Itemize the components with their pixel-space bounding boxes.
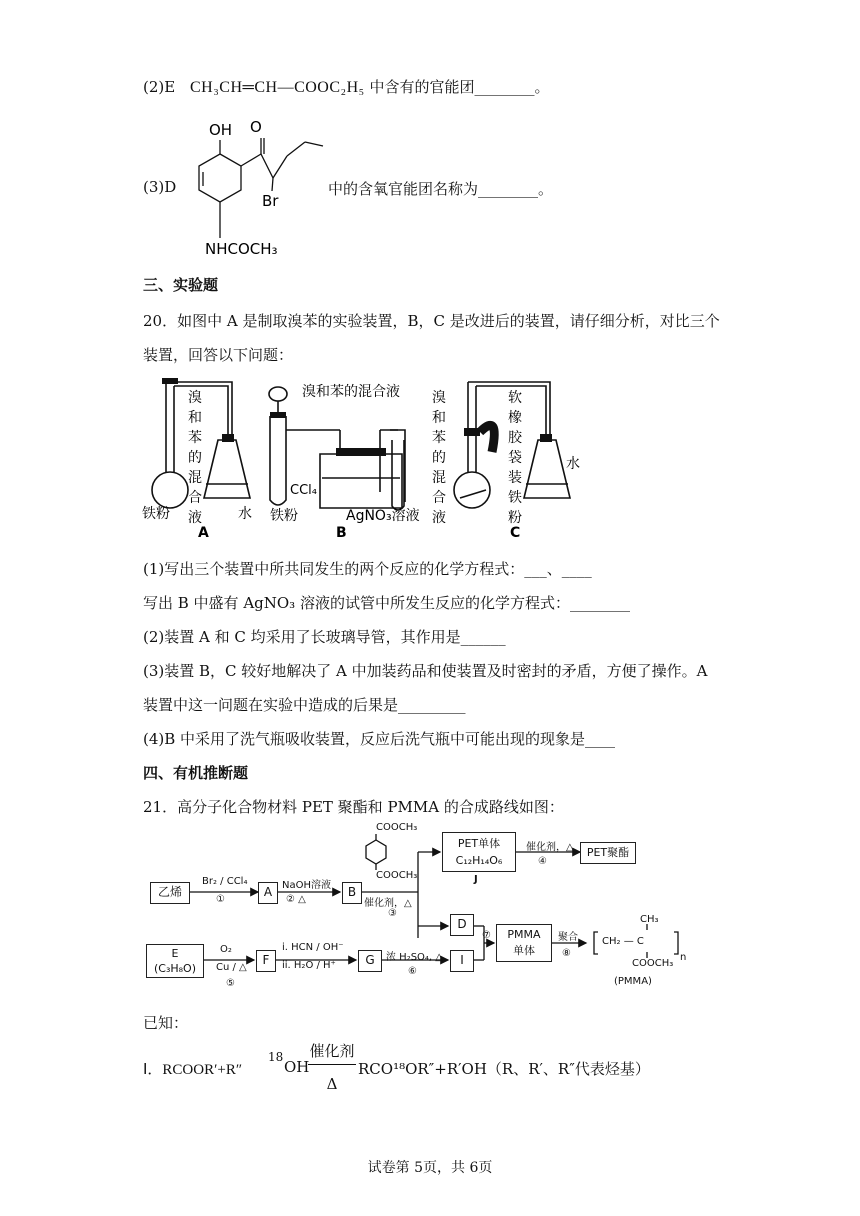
box-E [146, 944, 204, 978]
q20-p2: (2)装置 A 和 C 均采用了长玻璃导管，其作用是______ [143, 628, 506, 646]
q2-line [143, 76, 550, 97]
svg-text:合: 合 [432, 490, 446, 506]
diester-bot: COOCH₃ [376, 870, 418, 881]
b-ccl4-label: CCl₄ [290, 483, 317, 498]
box-B: B [342, 882, 362, 904]
r5-num: ⑤ [226, 978, 235, 989]
b-agno3-label: AgNO₃溶液 [346, 508, 420, 524]
a-fe-label: 铁粉 [142, 506, 170, 522]
box-F: F [256, 950, 276, 972]
r1-label: Br₂ / CCl₄ [202, 876, 248, 887]
box-I: I [450, 950, 474, 972]
rule1-pre: Ⅰ．RCOOR′+R″ [143, 1062, 243, 1078]
r6-num: ⑥ [408, 966, 417, 977]
box-G: G [358, 950, 382, 972]
a-flask [152, 472, 188, 508]
r6c: 浓 H₂SO₄, △ [386, 952, 443, 963]
r2-num: ② △ [286, 894, 306, 905]
pmma-mono-2: 单体 [513, 944, 535, 957]
r3-num: ③ [388, 908, 397, 919]
svg-text:和: 和 [432, 410, 446, 426]
a-conical-flask [204, 440, 250, 498]
q2-suffix: 中含有的官能团________。 [369, 78, 550, 96]
known-label: 已知： [143, 1014, 189, 1032]
svg-text:橡: 橡 [508, 410, 522, 426]
r4-num: ④ [538, 856, 547, 867]
rule1-oh: OH [284, 1058, 310, 1076]
box-pmma-monomer [496, 924, 552, 962]
poly-ch3: CH₃ [640, 914, 659, 925]
r8-num: ⑧ [562, 948, 571, 959]
svg-text:和: 和 [188, 410, 202, 426]
rule1-arrow-line [308, 1064, 356, 1065]
svg-text:软: 软 [508, 390, 522, 406]
svg-text:溴: 溴 [432, 390, 446, 406]
q2-formula: CH₃CH═CH—COOC₂H₅ [189, 79, 365, 96]
rule1-post: RCO¹⁸OR″+R′OH（R、R′、R″代表烃基） [358, 1060, 650, 1078]
svg-text:混: 混 [432, 470, 446, 486]
svg-text:装: 装 [508, 470, 522, 486]
svg-text:铁: 铁 [508, 490, 522, 506]
q3-suffix: 中的含氧官能团名称为________。 [328, 180, 554, 198]
r6a: i. HCN / OH⁻ [282, 942, 344, 953]
poly-n: n [680, 952, 687, 963]
q21-flow [140, 822, 700, 996]
q21-line1: 21．高分子化合物材料 PET 聚酯和 PMMA 的合成路线如图： [143, 798, 564, 816]
rule1-catalyst: 催化剂 [309, 1042, 355, 1060]
c-water-label: 水 [566, 456, 580, 472]
a-water-label: 水 [238, 506, 252, 522]
r5a: O₂ [220, 944, 232, 955]
q3-oh: OH [209, 121, 233, 139]
r4-label: 催化剂，△ [526, 842, 574, 853]
q20-figure [140, 372, 720, 540]
box-pet-monomer [442, 832, 516, 872]
b-label: B [336, 525, 347, 540]
c-label: C [510, 525, 521, 540]
page-footer: 试卷第 5页，共 6页 [367, 1160, 493, 1176]
E-1: E [171, 947, 179, 960]
poly-main: CH₂ — C [602, 936, 644, 947]
svg-text:的: 的 [432, 450, 446, 466]
pmma-mono-1: PMMA [507, 928, 541, 941]
a-mix-char1: 溴 [188, 390, 202, 406]
q20-p3b: 装置中这一问题在实验中造成的后果是_________ [143, 696, 466, 714]
q20-p4: (4)B 中采用了洗气瓶吸收装置，反应后洗气瓶中可能出现的现象是____ [143, 730, 616, 748]
box-pet: PET聚酯 [580, 842, 636, 864]
rule1-sup: 18 [268, 1050, 284, 1064]
svg-text:粉: 粉 [508, 510, 522, 526]
q20-p1b: 写出 B 中盛有 AgNO₃ 溶液的试管中所发生反应的化学方程式：________ [143, 594, 630, 612]
c-conical-flask [524, 440, 570, 498]
r1-num: ① [216, 894, 225, 905]
q3-prefix: (3)D [143, 178, 177, 196]
svg-text:苯: 苯 [432, 430, 446, 446]
J-label: J [474, 874, 478, 885]
c-rubber-bag [480, 425, 494, 452]
b-funnel [269, 387, 287, 401]
section4-title: 四、有机推断题 [143, 764, 249, 782]
q3-nh: NHCOCH₃ [205, 240, 278, 258]
r8-label: 聚合 [558, 932, 578, 943]
q3-o: O [250, 118, 262, 136]
diester-top: COOCH₃ [376, 822, 418, 833]
r7-num: ⑦ [482, 930, 491, 941]
pet-mono-2: C₁₂H₁₄O₆ [455, 854, 503, 867]
svg-text:胶: 胶 [508, 430, 522, 446]
svg-text:袋: 袋 [508, 450, 522, 466]
svg-text:液: 液 [188, 510, 202, 526]
poly-name: (PMMA) [614, 976, 652, 987]
q2-prefix: (2)E [143, 78, 176, 96]
rule1 [143, 1058, 242, 1079]
r5b: Cu / △ [216, 962, 247, 973]
q20-line2: 装置，回答以下问题： [143, 346, 294, 364]
q20-p1: (1)写出三个装置中所共同发生的两个反应的化学方程式：___、____ [143, 560, 592, 578]
r2-label: NaOH溶液 [282, 880, 331, 891]
svg-text:的: 的 [188, 450, 202, 466]
svg-text:苯: 苯 [188, 430, 202, 446]
q20-line1: 20．如图中 A 是制取溴苯的实验装置，B，C 是改进后的装置，请仔细分析，对比三个 [143, 312, 720, 330]
section3-title: 三、实验题 [143, 276, 219, 294]
a-label: A [198, 525, 209, 540]
box-D: D [450, 914, 474, 936]
q20-p3a: (3)装置 B，C 较好地解决了 A 中加装药品和使装置及时密封的矛盾，方便了操作。A [143, 662, 708, 680]
b-fe-label: 铁粉 [270, 508, 298, 524]
rule1-delta: Δ [326, 1075, 338, 1093]
svg-text:混: 混 [188, 470, 202, 486]
q3-br: Br [262, 192, 279, 210]
pet-mono-1: PET单体 [457, 837, 501, 850]
svg-text:液: 液 [432, 510, 446, 526]
svg-text:合: 合 [188, 490, 202, 506]
box-A: A [258, 882, 278, 904]
r6b: ii. H₂O / H⁺ [282, 960, 336, 971]
b-top-label: 溴和苯的混合液 [302, 384, 400, 400]
r3-label: 催化剂，△ [364, 898, 412, 909]
q3-structure [175, 112, 330, 262]
poly-cooch3: COOCH₃ [632, 958, 674, 969]
box-ethylene: 乙烯 [150, 882, 190, 904]
b-wash-bottle [320, 454, 402, 508]
E-2: (C₃H₈O) [153, 962, 196, 975]
